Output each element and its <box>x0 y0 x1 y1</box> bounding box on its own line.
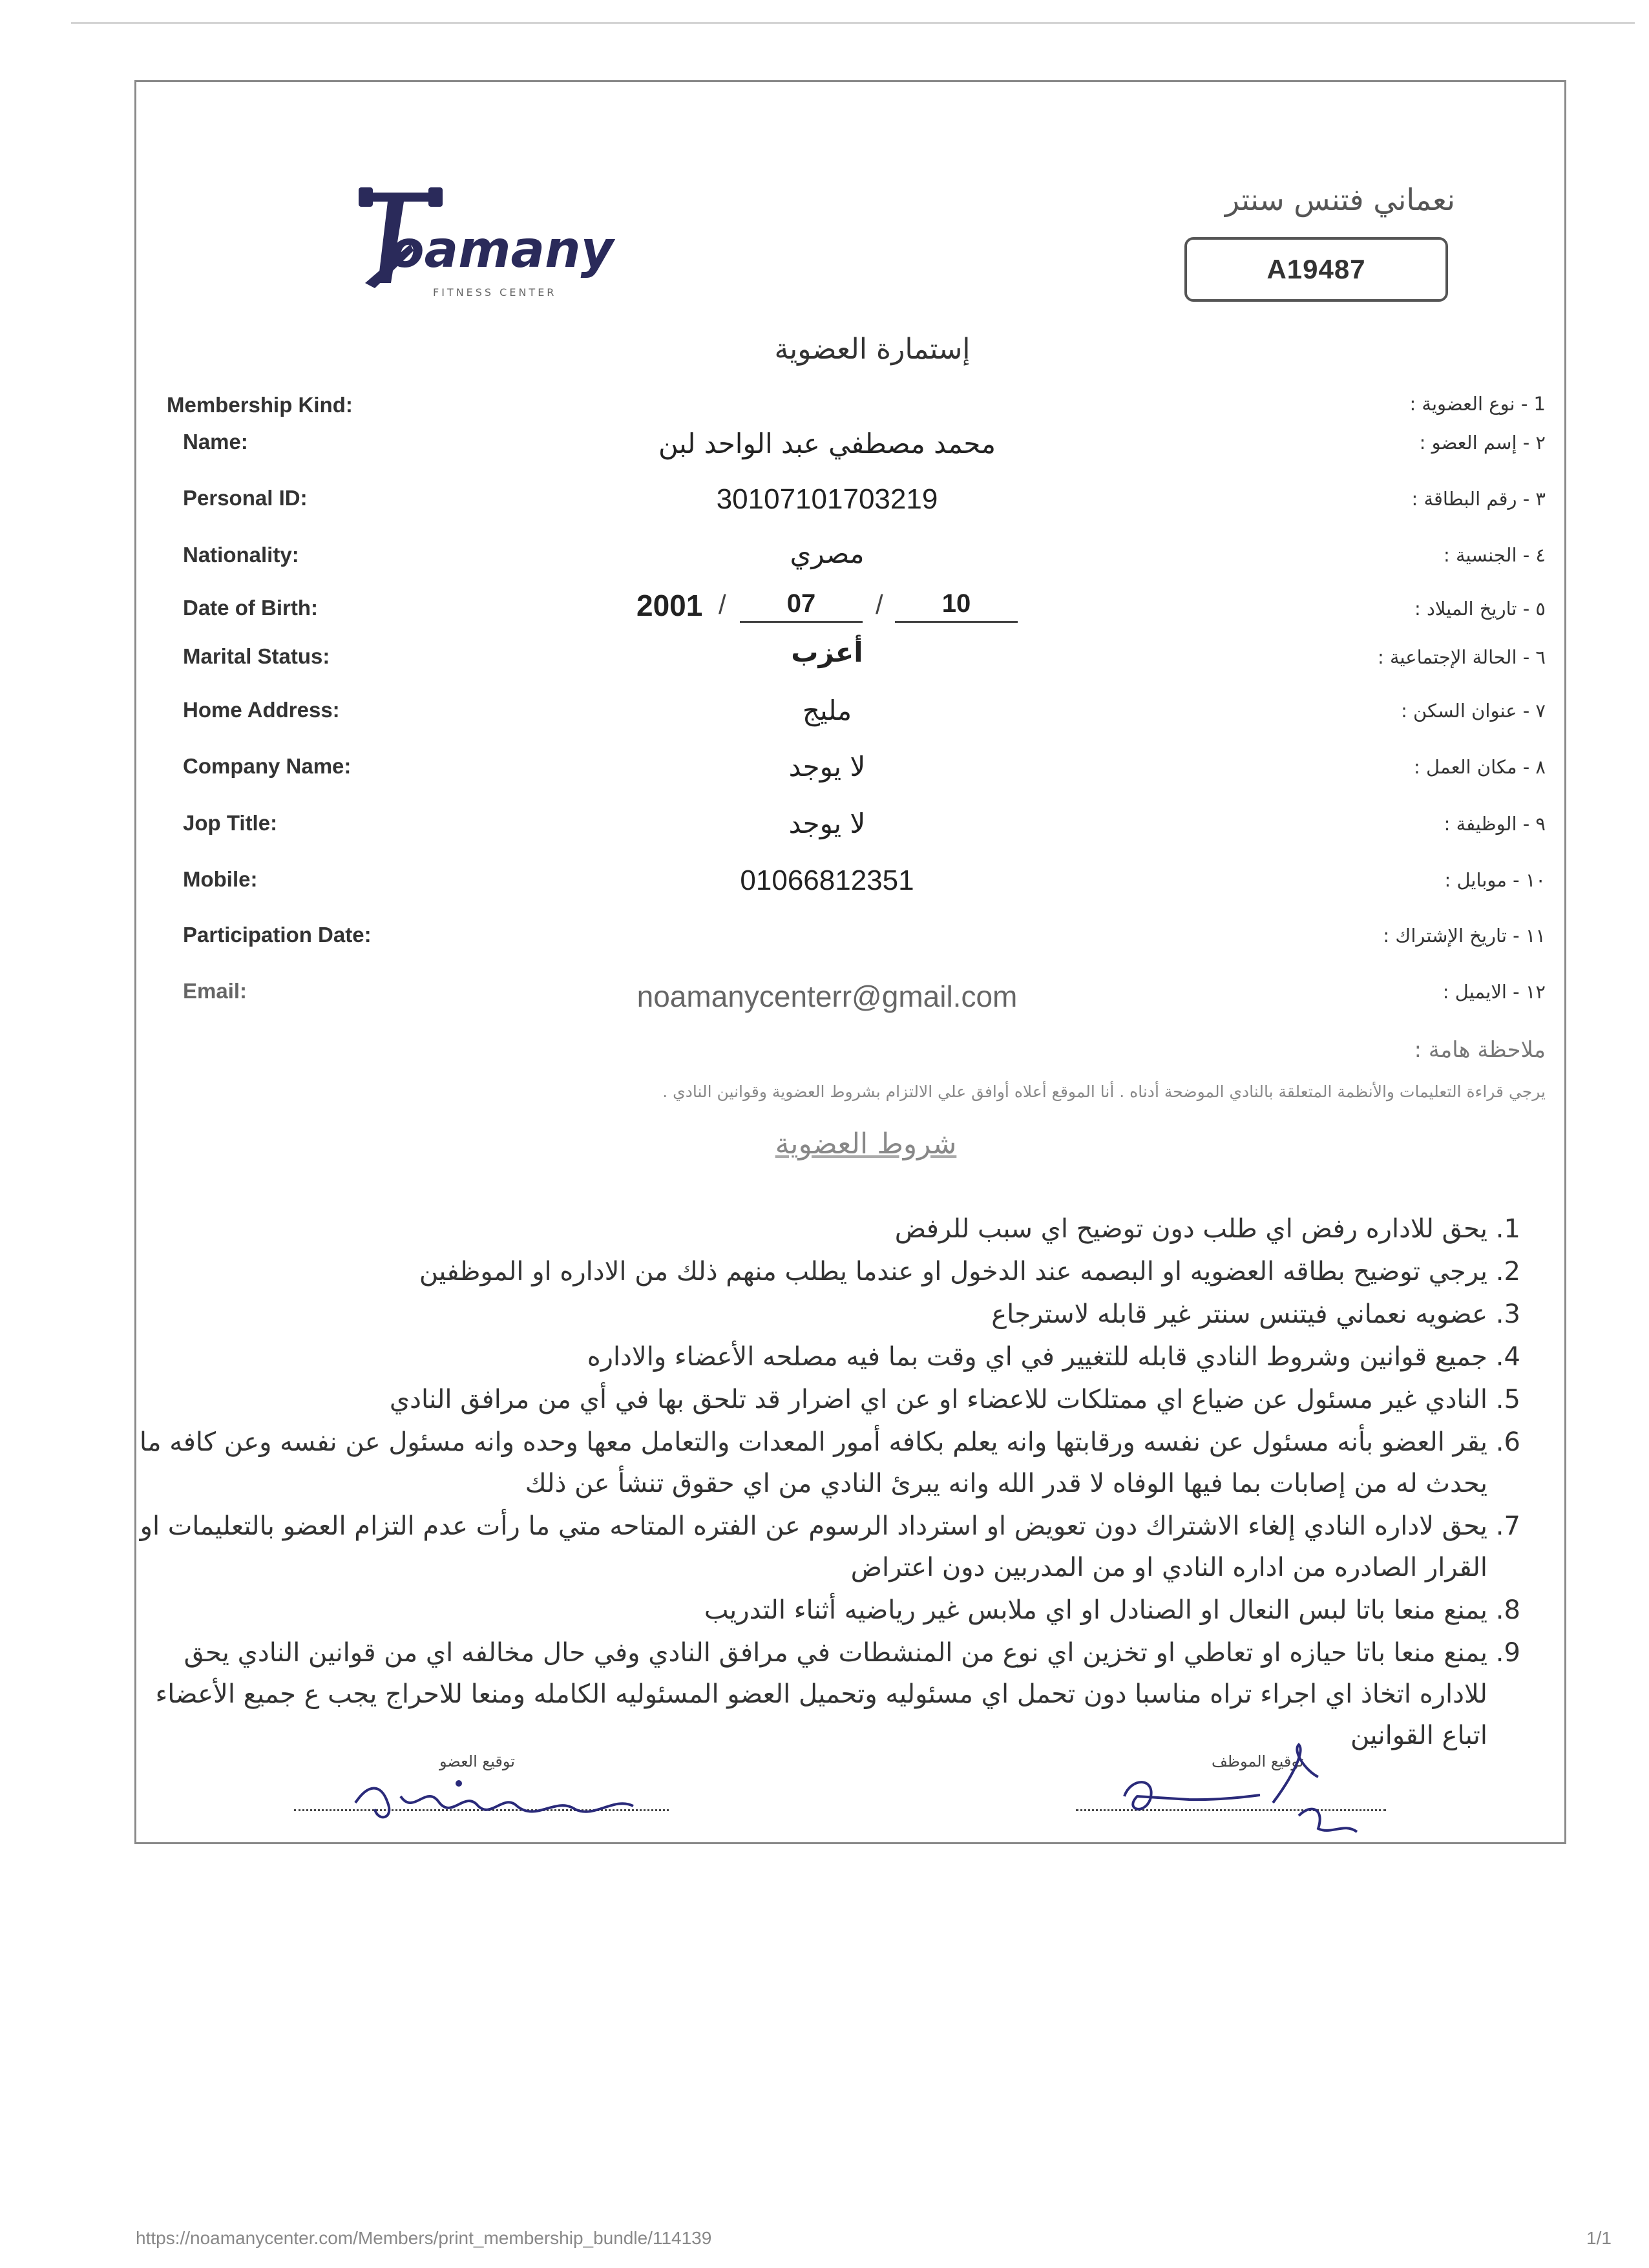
field-label-ar: ٨ - مكان العمل : <box>1414 756 1546 778</box>
footer-url: https://noamanycenter.com/Members/print_membership_bundle/114139 <box>136 2228 712 2248</box>
footer-page-number: 1/1 <box>1586 2228 1612 2248</box>
field-label-en: Home Address: <box>183 698 340 722</box>
field-value-name: محمد مصطفي عبد الواحد لبن <box>658 428 996 459</box>
field-label-ar: ١٠ - موبايل : <box>1444 869 1546 891</box>
field-value-nationality: مصري <box>790 538 865 569</box>
field-value-mobile: 01066812351 <box>740 865 914 896</box>
field-label-en: Membership Kind: <box>167 393 353 417</box>
field-label-en: Nationality: <box>183 543 299 567</box>
term-item: 9. يمنع منعا باتا حيازه او تعاطي او تخزين اي نوع من المنشطات في مرافق النادي وفي حال مخالفه اي من قوانين النادي يحق للاداره اتخاذ اي اجراء تراه مناسبا دون تحمل اي مسئوليه وتحميل العضو المسئوليه الكامله ومنعا للاحراج يجب ع جميع الأعضاء اتباع القوانين <box>111 1632 1487 1756</box>
field-value-home-address: مليج <box>802 695 852 726</box>
field-label-en: Marital Status: <box>183 644 330 668</box>
dob-day: 10 <box>895 589 1018 623</box>
field-label-en: Mobile: <box>183 867 258 891</box>
field-label-en: Date of Birth: <box>183 596 318 620</box>
term-item: 1. يحق للاداره رفض اي طلب دون توضيح اي سبب للرفض <box>111 1208 1487 1250</box>
form-title: إستمارة العضوية <box>774 333 971 366</box>
term-item: 8. يمنع منعا باتا لبس النعال او الصنادل او اي ملابس غير رياضيه أثناء التدريب <box>111 1590 1487 1631</box>
noamany-logo <box>352 186 614 302</box>
field-label-ar: ٣ - رقم البطاقة : <box>1411 488 1546 510</box>
member-signature-label: توقيع العضو <box>439 1752 515 1770</box>
brand-arabic: نعماني فتنس سنتر <box>1224 182 1455 217</box>
logo-subtext: FITNESS CENTER <box>433 286 557 299</box>
field-label-en: Jop Title: <box>183 811 278 835</box>
field-label-ar: ١١ - تاريخ الإشتراك : <box>1383 925 1546 947</box>
field-label-ar: ٩ - الوظيفة : <box>1444 813 1546 835</box>
member-code-box: A19487 <box>1184 237 1448 302</box>
field-label-en: Name: <box>183 430 248 454</box>
dob-month: 07 <box>740 589 863 623</box>
top-divider <box>71 22 1635 24</box>
field-label-ar: ٢ - إسم العضو : <box>1419 432 1546 454</box>
term-item: 5. النادي غير مسئول عن ضياع اي ممتلكات للاعضاء او عن اي اضرار قد تلحق بها في أي من مرافق النادي <box>111 1379 1487 1420</box>
field-value-email: noamanycenterr@gmail.com <box>636 980 1018 1013</box>
note-title: ملاحظة هامة : <box>1414 1037 1546 1063</box>
terms-list <box>111 1208 1533 1758</box>
field-label-en: Company Name: <box>183 754 352 778</box>
field-label-en: Personal ID: <box>183 486 308 510</box>
field-value-marital-status: أعزب <box>791 636 863 668</box>
term-item: 7. يحق لاداره النادي إلغاء الاشتراك دون تعويض او استرداد الرسوم عن الفتره المتاحه متي ما رأت عدم التزام العضو بالتعليمات او القرار الصادره من اداره النادي او من المدربين دون اعتراض <box>111 1506 1487 1588</box>
term-item: 2. يرجي توضيح بطاقه العضويه او البصمه عند الدخول او عندما يطلب منهم ذلك من الاداره او الموظفين <box>111 1251 1487 1292</box>
dob-separator: / <box>719 589 726 620</box>
logo-wordmark: oamany <box>390 221 614 279</box>
field-label-ar: 1 - نوع العضوية : <box>1409 393 1546 415</box>
field-label-ar: ١٢ - الايميل : <box>1442 981 1546 1003</box>
staff-signature <box>1111 1738 1383 1848</box>
field-value-job-title: لا يوجد <box>788 808 866 839</box>
field-label-ar: ٦ - الحالة الإجتماعية : <box>1378 646 1546 668</box>
field-label-en: Participation Date: <box>183 923 372 947</box>
term-item: 3. عضويه نعماني فيتنس سنتر غير قابله لاسترجاع <box>111 1294 1487 1335</box>
member-signature <box>342 1758 678 1835</box>
field-label-ar: ٧ - عنوان السكن : <box>1401 700 1546 722</box>
field-label-ar: ٥ - تاريخ الميلاد : <box>1414 598 1546 620</box>
field-label-ar: ٤ - الجنسية : <box>1443 544 1546 566</box>
field-label-en: Email: <box>183 979 247 1003</box>
term-item: 4. جميع قوانين وشروط النادي قابله للتغيير في اي وقت بما فيه مصلحه الأعضاء والاداره <box>111 1336 1487 1378</box>
terms-title: شروط العضوية <box>775 1128 957 1160</box>
staff-signature-label: توقيع الموظف <box>1212 1752 1304 1770</box>
note-text: يرجي قراءة التعليمات والأنظمة المتعلقة بالنادي الموضحة أدناه . أنا الموقع أعلاه أوافق علي الالتزام بشروط العضوية وقوانين النادي . <box>662 1082 1546 1101</box>
dob-year: 2001 <box>636 589 703 622</box>
dob-separator: / <box>876 589 883 620</box>
field-value-company-name: لا يوجد <box>788 751 866 782</box>
field-value-personal-id: 30107101703219 <box>716 483 938 515</box>
term-item: 6. يقر العضو بأنه مسئول عن نفسه ورقابتها وانه يعلم بكافه أمور المعدات والتعامل معها وحده وانه مسئول عن نفسه وعن كافه ما يحدث له من إصابات بما فيها الوفاه لا قدر الله وانه يبرئ النادي من اي حقوق تنشأ عن ذلك <box>111 1422 1487 1504</box>
